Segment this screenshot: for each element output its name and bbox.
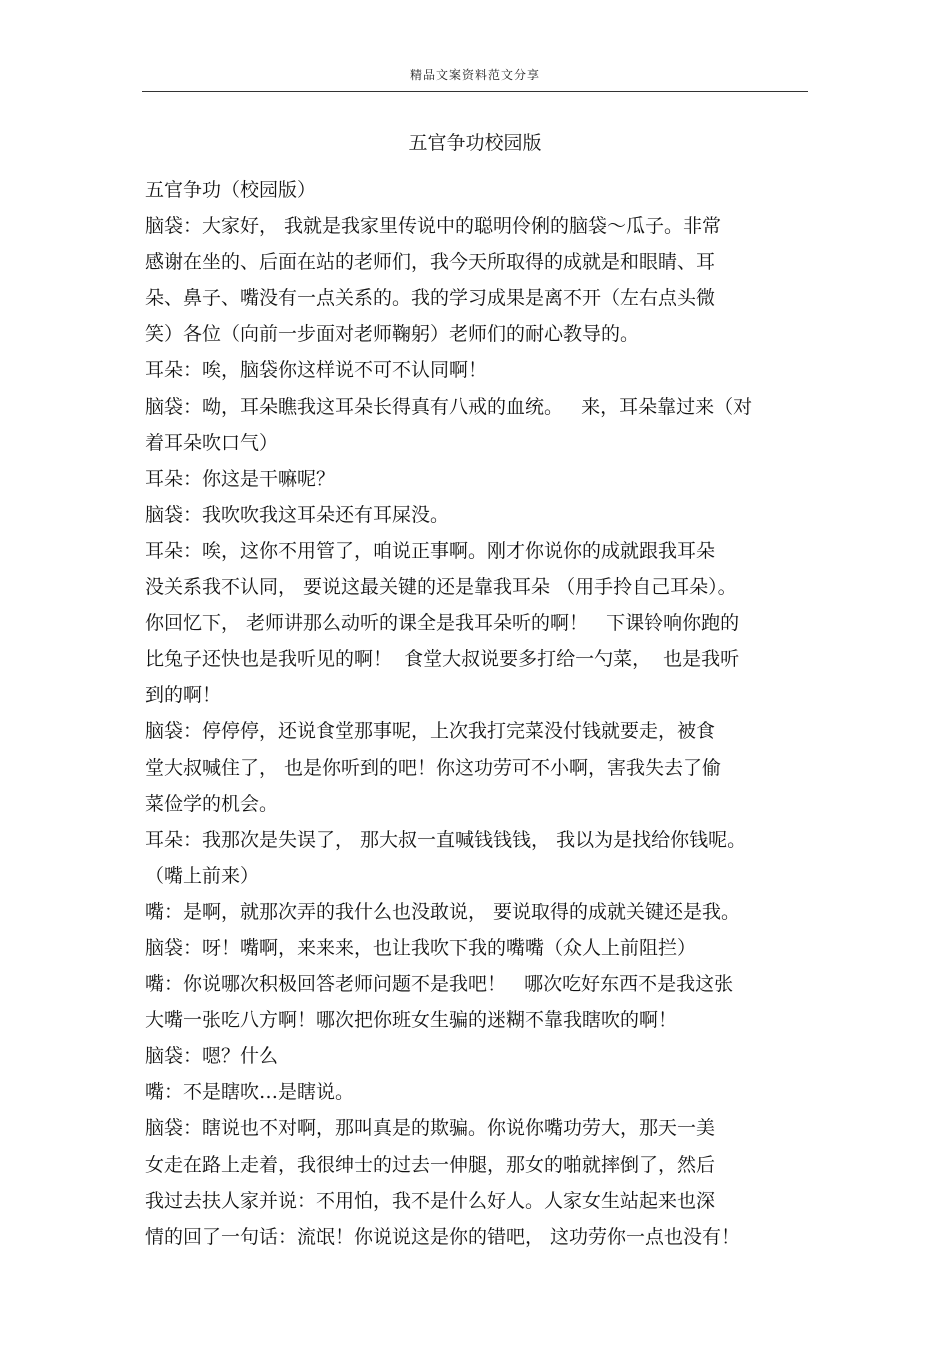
text-line: 菜俭学的机会。 — [145, 792, 279, 815]
text-line: 嘴：你说哪次积极回答老师问题不是我吧！ 哪次吃好东西不是我这张 — [145, 973, 734, 996]
text-line: 脑袋：我吹吹我这耳朵还有耳屎没。 — [145, 503, 450, 526]
header-rule — [142, 91, 808, 92]
text-line: 脑袋：瞎说也不对啊，那叫真是的欺骗。你说你嘴功劳大，那天一美 — [145, 1117, 716, 1140]
text-line: 脑袋：呦，耳朵瞧我这耳朵长得真有八戒的血统。 来，耳朵靠过来（对 — [145, 395, 753, 418]
text-line: 感谢在坐的、后面在站的老师们，我今天所取得的成就是和眼睛、耳 — [145, 251, 716, 274]
text-line: 朵、鼻子、嘴没有一点关系的。我的学习成果是离不开（左右点头微 — [145, 287, 716, 310]
text-line: 我过去扶人家并说：不用怕，我不是什么好人。人家女生站起来也深 — [145, 1189, 716, 1212]
text-line: 着耳朵吹口气） — [145, 431, 279, 454]
text-line: 耳朵：唉，脑袋你这样说不可不认同啊！ — [145, 359, 488, 382]
text-line: 耳朵：我那次是失误了， 那大叔一直喊钱钱钱， 我以为是找给你钱呢。 — [145, 828, 747, 851]
text-line: 脑袋：嗯？什么 — [145, 1045, 279, 1068]
text-line: 脑袋：大家好， 我就是我家里传说中的聪明伶俐的脑袋～瓜子。非常 — [145, 215, 722, 238]
text-line: 堂大叔喊住了， 也是你听到的吧！你这功劳可不小啊，害我失去了偷 — [145, 756, 722, 779]
document-title: 五官争功校园版 — [408, 132, 542, 154]
text-line: 脑袋：呀！嘴啊，来来来，也让我吹下我的嘴嘴（众人上前阻拦） — [145, 936, 697, 959]
text-line: 你回忆下， 老师讲那么动听的课全是我耳朵听的啊！ 下课铃响你跑的 — [145, 612, 740, 635]
text-line: 五官争功（校园版） — [145, 179, 317, 201]
text-line: 大嘴一张吃八方啊！哪次把你班女生骗的迷糊不靠我瞎吹的啊！ — [145, 1009, 678, 1032]
text-line: 嘴：是啊，就那次弄的我什么也没敢说， 要说取得的成就关键还是我。 — [145, 900, 741, 923]
running-header: 精品文案资料范文分享 — [409, 68, 540, 82]
document-body — [145, 172, 810, 1255]
text-line: 女走在路上走着，我很绅士的过去一伸腿，那女的啪就摔倒了，然后 — [145, 1153, 716, 1176]
text-line: 耳朵：唉，这你不用管了，咱说正事啊。刚才你说你的成就跟我耳朵 — [145, 539, 716, 562]
text-line: 比兔子还快也是我听见的啊！ 食堂大叔说要多打给一勺菜， 也是我听 — [145, 648, 740, 671]
text-line: 笑）各位（向前一步面对老师鞠躬）老师们的耐心教导的。 — [145, 323, 640, 346]
text-line: 脑袋：停停停，还说食堂那事呢，上次我打完菜没付钱就要走，被食 — [145, 720, 716, 743]
text-line: 没关系我不认同， 要说这最关键的还是靠我耳朵 （用手拎自己耳朵）。 — [145, 576, 737, 599]
text-line: （嘴上前来） — [145, 864, 260, 887]
text-line: 情的回了一句话：流氓！你说说这是你的错吧， 这功劳你一点也没有！ — [145, 1225, 741, 1248]
text-line: 到的啊！ — [145, 684, 222, 707]
text-line: 嘴：不是瞎吹…是瞎说。 — [145, 1081, 355, 1104]
text-line: 耳朵：你这是干嘛呢？ — [145, 467, 336, 490]
